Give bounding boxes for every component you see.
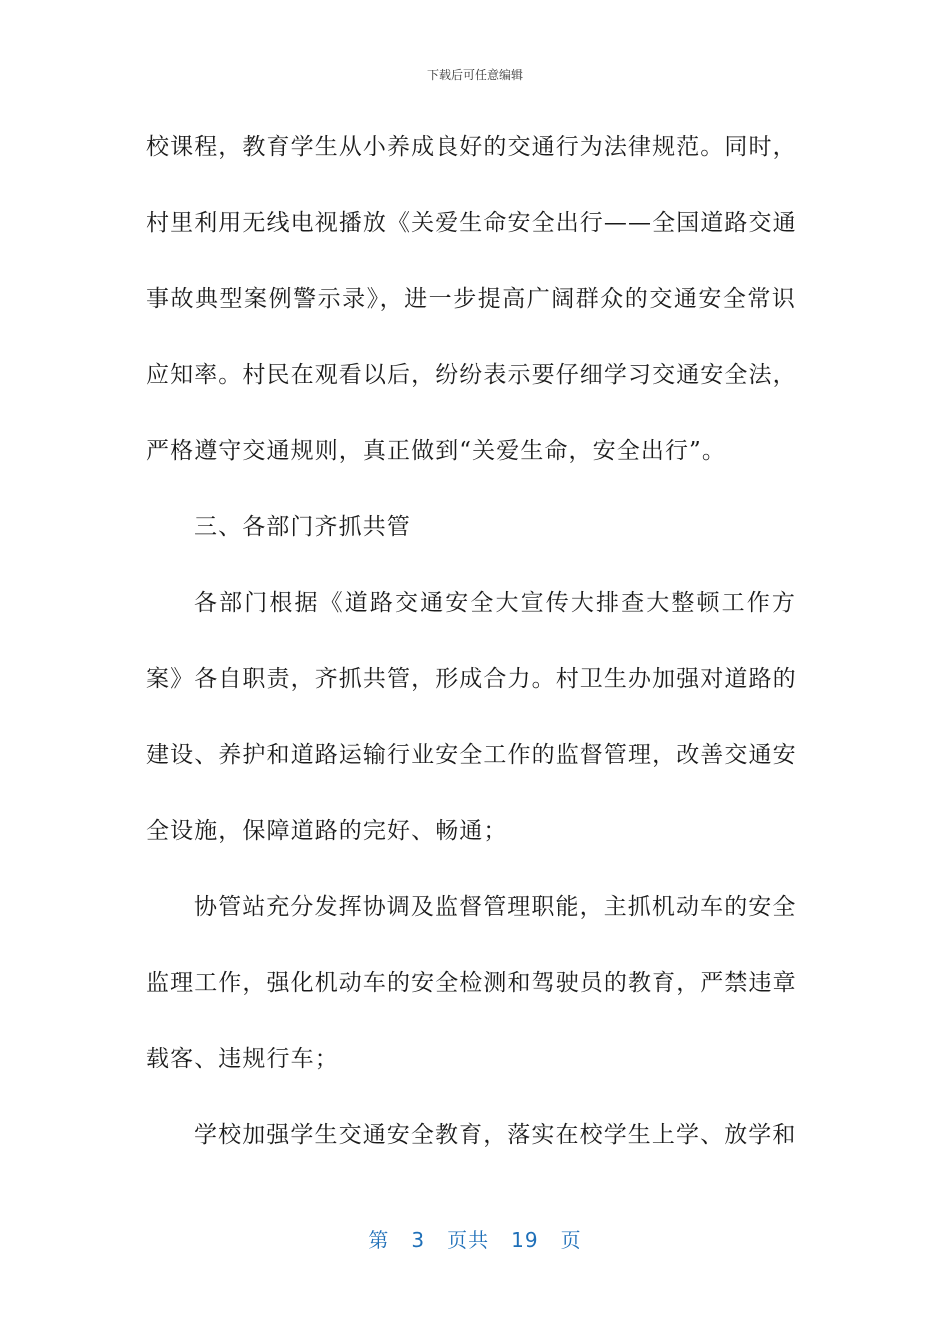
- body-line-10: 全设施，保障道路的完好、畅通；: [146, 818, 508, 844]
- page-footer: [0, 1224, 950, 1253]
- body-line-4: 应知率。村民在观看以后，纷纷表示要仔细学习交通安全法，: [146, 362, 797, 388]
- footer-prefix: 第: [368, 1228, 390, 1252]
- section-heading: 三、各部门齐抓共管: [194, 514, 411, 540]
- body-line-14: 学校加强学生交通安全教育，落实在校学生上学、放学和: [194, 1122, 797, 1148]
- body-line-5: 严格遵守交通规则，真正做到“关爱生命，安全出行”。: [146, 438, 727, 464]
- body-line-9: 建设、养护和道路运输行业安全工作的监督管理，改善交通安: [146, 742, 797, 768]
- body-line-3: 事故典型案例警示录》，进一步提高广阔群众的交通安全常识: [146, 286, 796, 312]
- body-line-11: 协管站充分发挥协调及监督管理职能，主抓机动车的安全: [194, 894, 797, 920]
- footer-suffix: 页: [560, 1228, 582, 1252]
- body-line-7: 各部门根据《道路交通安全大宣传大排查大整顿工作方: [194, 590, 796, 616]
- footer-middle: 页共: [447, 1228, 490, 1252]
- body-line-8: 案》各自职责，齐抓共管，形成合力。村卫生办加强对道路的: [146, 666, 797, 692]
- document-body: [146, 128, 796, 1192]
- body-line-13: 载客、违规行车；: [146, 1046, 339, 1072]
- body-line-2: 村里利用无线电视播放《关爱生命安全出行——全国道路交通: [146, 210, 797, 236]
- body-line-12: 监理工作，强化机动车的安全检测和驾驶员的教育，严禁违章: [146, 970, 797, 996]
- body-line-1: 校课程，教育学生从小养成良好的交通行为法律规范。同时，: [146, 134, 797, 160]
- page-header: 下载后可任意编辑: [426, 68, 523, 82]
- footer-total-pages: 19: [511, 1228, 539, 1252]
- footer-current-page: 3: [411, 1228, 426, 1252]
